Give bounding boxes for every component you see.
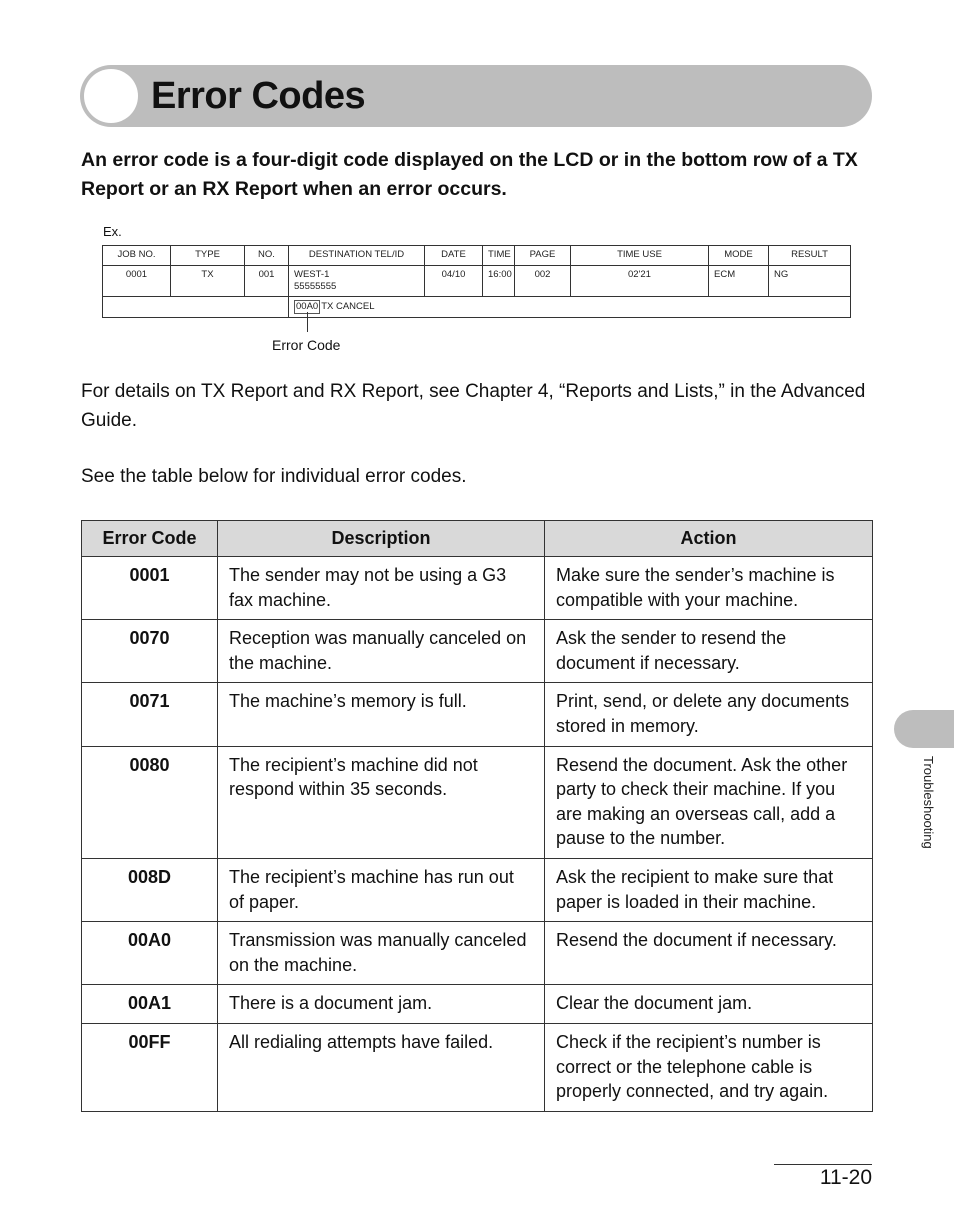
report-error-row <box>103 297 851 318</box>
report-date: 04/10 <box>425 266 483 297</box>
action-cell: Clear the document jam. <box>545 985 873 1024</box>
report-job-no: 0001 <box>103 266 171 297</box>
column-header-action: Action <box>545 521 873 557</box>
page-number-rule <box>774 1164 872 1165</box>
report-error-text: TX CANCEL <box>321 301 375 312</box>
action-cell: Resend the document. Ask the other party to check their machine. If you are making an overseas call, add a pause to the number. <box>545 746 873 858</box>
description-cell: Transmission was manually canceled on the machine. <box>218 922 545 985</box>
report-header-cell: DESTINATION TEL/ID <box>289 246 425 266</box>
report-header-cell: PAGE <box>515 246 571 266</box>
description-cell: All redialing attempts have failed. <box>218 1023 545 1111</box>
description-cell: The recipient’s machine did not respond within 35 seconds. <box>218 746 545 858</box>
table-header-row <box>82 521 873 557</box>
error-code-cell: 0001 <box>82 557 218 620</box>
report-error-cell <box>289 297 851 318</box>
table-row <box>82 858 873 921</box>
report-header-cell: MODE <box>709 246 769 266</box>
report-mode: ECM <box>709 266 769 297</box>
page-number: 11-20 <box>819 1166 872 1189</box>
action-cell: Print, send, or delete any documents stored in memory. <box>545 683 873 746</box>
details-paragraph: For details on TX Report and RX Report, see Chapter 4, “Reports and Lists,” in the Advanced Guide. <box>81 381 866 431</box>
report-header-cell: JOB NO. <box>103 246 171 266</box>
report-header-cell: NO. <box>245 246 289 266</box>
action-cell: Resend the document if necessary. <box>545 922 873 985</box>
report-header-cell: TYPE <box>171 246 245 266</box>
table-row <box>82 985 873 1024</box>
report-destination-name: WEST-1 <box>294 269 330 280</box>
column-header-description: Description <box>218 521 545 557</box>
error-code-callout: Error Code <box>272 337 341 353</box>
title-circle-ornament <box>84 69 138 123</box>
table-row <box>82 683 873 746</box>
report-destination <box>289 266 425 297</box>
example-report-table <box>102 245 851 318</box>
description-cell: The sender may not be using a G3 fax machine. <box>218 557 545 620</box>
error-code-cell: 0070 <box>82 620 218 683</box>
description-cell: The machine’s memory is full. <box>218 683 545 746</box>
error-code-cell: 00FF <box>82 1023 218 1111</box>
error-code-cell: 0080 <box>82 746 218 858</box>
table-row <box>82 620 873 683</box>
report-header-cell: TIME <box>483 246 515 266</box>
description-cell: There is a document jam. <box>218 985 545 1024</box>
error-code-callout-line <box>307 312 308 332</box>
table-row <box>82 557 873 620</box>
action-cell: Make sure the sender’s machine is compatible with your machine. <box>545 557 873 620</box>
report-no: 001 <box>245 266 289 297</box>
table-row <box>82 1023 873 1111</box>
report-result: NG <box>769 266 851 297</box>
intro-text: An error code is a four-digit code displayed on the LCD or in the bottom row of a TX Report or an RX Report when an error occurs. <box>81 149 858 200</box>
table-intro-paragraph: See the table below for individual error codes. <box>81 466 467 487</box>
report-error-code: 00A0 <box>296 301 319 312</box>
chapter-side-label: Troubleshooting <box>921 756 936 849</box>
table-row <box>82 746 873 858</box>
column-header-error-code: Error Code <box>82 521 218 557</box>
table-row <box>82 922 873 985</box>
report-time-use: 02'21 <box>571 266 709 297</box>
error-code-cell: 00A0 <box>82 922 218 985</box>
error-code-cell: 0071 <box>82 683 218 746</box>
report-header-cell: DATE <box>425 246 483 266</box>
report-data-row <box>103 266 851 297</box>
report-header-cell: TIME USE <box>571 246 709 266</box>
action-cell: Ask the recipient to make sure that paper is loaded in their machine. <box>545 858 873 921</box>
example-label: Ex. <box>103 224 122 239</box>
description-cell: Reception was manually canceled on the machine. <box>218 620 545 683</box>
report-empty-cell <box>103 297 289 318</box>
action-cell: Ask the sender to resend the document if necessary. <box>545 620 873 683</box>
action-cell: Check if the recipient’s number is correct or the telephone cable is properly connected, and try again. <box>545 1023 873 1111</box>
error-code-cell: 008D <box>82 858 218 921</box>
error-code-cell: 00A1 <box>82 985 218 1024</box>
error-codes-table <box>81 520 873 1112</box>
report-time: 16:00 <box>483 266 515 297</box>
page-title: Error Codes <box>151 75 366 117</box>
report-header-row <box>103 246 851 266</box>
report-type: TX <box>171 266 245 297</box>
report-destination-number: 55555555 <box>294 281 337 292</box>
report-header-cell: RESULT <box>769 246 851 266</box>
description-cell: The recipient’s machine has run out of paper. <box>218 858 545 921</box>
report-page: 002 <box>515 266 571 297</box>
chapter-side-tab <box>894 710 954 748</box>
